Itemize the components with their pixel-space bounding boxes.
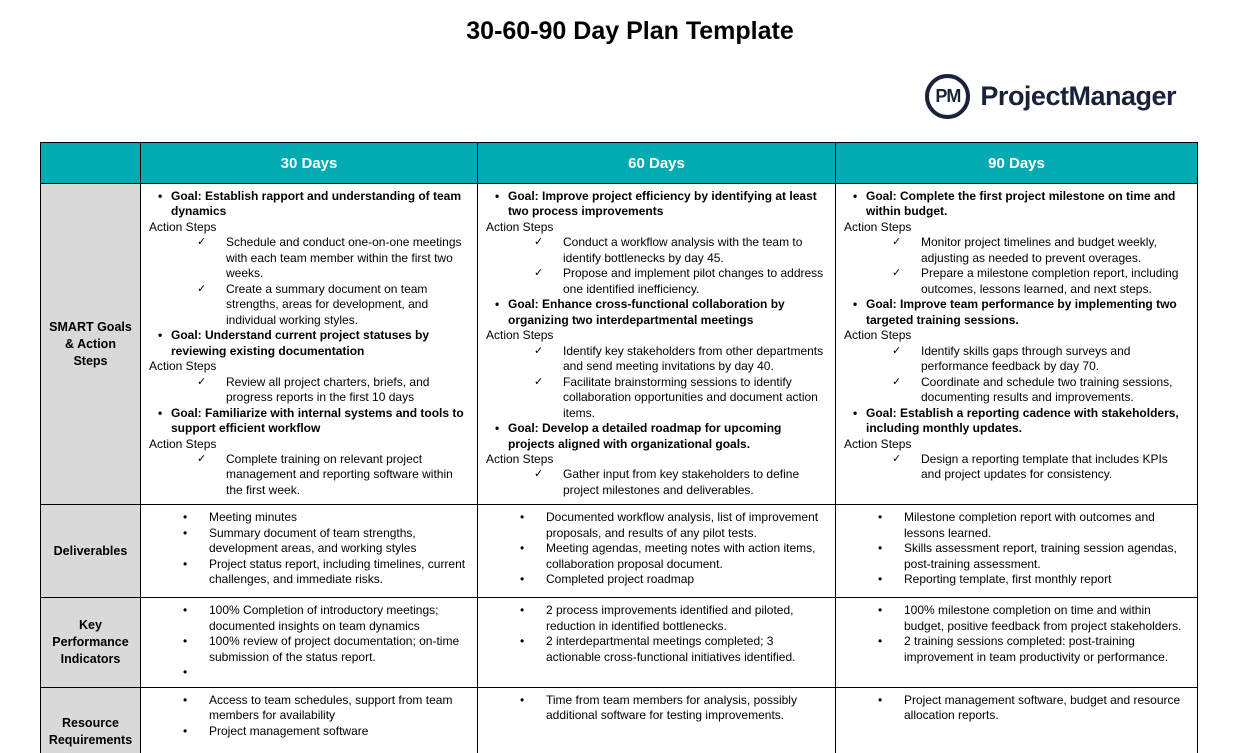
list-item xyxy=(149,693,469,724)
action-step-text: Schedule and conduct one-on-one meetings with each team member within the first two weeks. xyxy=(226,235,462,281)
table-body xyxy=(41,184,1198,753)
list-item-text: 100% review of project documentation; on-time submission of the status report. xyxy=(209,634,460,664)
list-item xyxy=(149,510,469,525)
checkmark-icon: ✓ xyxy=(892,344,902,357)
goal-text: Goal: Enhance cross-functional collaboration by organizing two interdepartmental meetings xyxy=(508,297,785,327)
action-step-text: Prepare a milestone completion report, including outcomes, lessons learned, and next steps. xyxy=(921,266,1179,296)
checkmark-icon: ✓ xyxy=(892,236,902,249)
plan-cell xyxy=(478,687,836,753)
list-item-text: Project management software, budget and resource allocation reports. xyxy=(904,692,1181,723)
bullet-icon: • xyxy=(520,572,525,587)
action-steps-label: Action Steps xyxy=(486,219,554,234)
header-60-days: 60 Days xyxy=(478,143,836,184)
action-step-item xyxy=(149,235,469,281)
action-step-item xyxy=(149,452,469,498)
checkmark-icon: ✓ xyxy=(534,267,544,280)
bullet-icon: • xyxy=(183,692,188,707)
action-steps-label: Action Steps xyxy=(844,219,912,234)
action-step-item xyxy=(486,467,827,498)
goal-text: Goal: Develop a detailed roadmap for upcoming projects aligned with organizational goals. xyxy=(508,421,782,451)
bullet-icon: • xyxy=(853,189,858,203)
bullet-icon: • xyxy=(878,692,883,707)
action-step-item xyxy=(486,344,827,375)
action-step-item xyxy=(149,282,469,328)
bullet-icon: • xyxy=(520,603,525,618)
checkmark-icon: ✓ xyxy=(197,282,207,295)
action-step-text: Conduct a workflow analysis with the team to identify bottlenecks by day 45. xyxy=(563,235,803,265)
action-step-text: Create a summary document on team strengths, areas for development, and individual working styles. xyxy=(226,281,429,327)
action-step-item xyxy=(844,266,1189,297)
list-item xyxy=(844,572,1189,587)
table-row xyxy=(41,505,1198,598)
bullet-icon: • xyxy=(878,634,883,649)
goal-text: Goal: Improve team performance by implementing two targeted training sessions. xyxy=(866,297,1177,327)
checkmark-icon: ✓ xyxy=(892,267,902,280)
plan-cell xyxy=(141,505,478,598)
goal-item xyxy=(486,421,827,452)
header-blank-cell xyxy=(41,143,141,184)
goal-text: Goal: Improve project efficiency by identifying at least two process improvements xyxy=(508,189,817,219)
action-step-text: Facilitate brainstorming sessions to identify collaboration opportunities and document action items. xyxy=(563,374,818,420)
list-item-text: 100% milestone completion on time and within budget, positive feedback from project stakeholders. xyxy=(904,603,1182,633)
bullet-icon: • xyxy=(520,692,525,707)
bullet-icon: • xyxy=(853,297,858,312)
plan-cell xyxy=(836,687,1198,753)
action-step-item xyxy=(844,375,1189,406)
action-steps-label: Action Steps xyxy=(486,451,554,466)
bullet-icon: • xyxy=(158,189,163,203)
header-90-days: 90 Days xyxy=(836,143,1198,184)
goal-item xyxy=(486,297,827,328)
bullet-icon: • xyxy=(853,405,858,420)
action-step-item xyxy=(486,235,827,266)
plan-cell xyxy=(478,598,836,687)
action-step-text: Review all project charters, briefs, and progress reports in the first 10 days xyxy=(226,374,430,405)
bullet-icon: • xyxy=(183,510,188,525)
bullet-icon: • xyxy=(158,328,163,343)
bullet-icon: • xyxy=(878,572,883,587)
table-row xyxy=(41,687,1198,753)
action-steps-label: Action Steps xyxy=(844,328,912,343)
table-row xyxy=(41,598,1198,687)
checkmark-icon: ✓ xyxy=(197,452,207,465)
goal-item xyxy=(486,189,827,220)
action-step-text: Design a reporting template that includes KPIs and project updates for consistency. xyxy=(921,451,1168,482)
list-item-text: Summary document of team strengths, development areas, and working styles xyxy=(209,525,417,556)
plan-cell xyxy=(836,598,1198,687)
checkmark-icon: ✓ xyxy=(197,375,207,388)
action-steps-label: Action Steps xyxy=(149,436,217,451)
action-step-item xyxy=(844,452,1189,483)
pm-monogram-icon: PM xyxy=(925,74,970,119)
list-item xyxy=(486,510,827,541)
checkmark-icon: ✓ xyxy=(534,375,544,388)
action-step-text: Monitor project timelines and budget weekly, adjusting as needed to prevent overages. xyxy=(921,235,1157,265)
list-item xyxy=(149,724,469,739)
list-item-text: Access to team schedules, support from team members for availability xyxy=(209,692,453,723)
plan-cell xyxy=(836,505,1198,598)
action-steps-label: Action Steps xyxy=(149,359,217,374)
action-step-text: Coordinate and schedule two training sessions, documenting results and improvements. xyxy=(921,374,1173,405)
goal-text: Goal: Familiarize with internal systems and tools to support efficient workflow xyxy=(171,405,464,436)
bullet-icon: • xyxy=(520,541,525,556)
checkmark-icon: ✓ xyxy=(892,452,902,465)
logo-wordmark: ProjectManager xyxy=(980,81,1176,111)
action-steps-label: Action Steps xyxy=(149,219,217,234)
list-item-text: Milestone completion report with outcomes and lessons learned. xyxy=(904,510,1155,540)
list-item-text: Documented workflow analysis, list of improvement proposals, and results of any pilot tests. xyxy=(546,510,819,540)
list-item-text: Project status report, including timelines, current challenges, and immediate risks. xyxy=(209,556,466,587)
list-item xyxy=(844,510,1189,541)
goal-item xyxy=(844,297,1189,328)
checkmark-icon: ✓ xyxy=(197,236,207,249)
plan-cell xyxy=(836,184,1198,505)
checkmark-icon: ✓ xyxy=(534,468,544,481)
list-item-text: 2 training sessions completed: post-training improvement in team productivity or performance. xyxy=(904,634,1169,664)
bullet-icon: • xyxy=(878,541,883,556)
projectmanager-logo xyxy=(925,74,1176,119)
list-item xyxy=(844,634,1189,665)
list-item xyxy=(486,572,827,587)
list-item xyxy=(149,526,469,557)
plan-cell xyxy=(141,184,478,505)
page-title: 30-60-90 Day Plan Template xyxy=(466,17,794,45)
checkmark-icon: ✓ xyxy=(534,236,544,249)
list-item-text: Skills assessment report, training session agendas, post-training assessment. xyxy=(904,541,1177,571)
list-item xyxy=(149,557,469,588)
row-label-deliverables: Deliverables xyxy=(41,505,141,598)
goal-text: Goal: Establish rapport and understanding of team dynamics xyxy=(171,189,462,219)
table-row xyxy=(41,184,1198,505)
bullet-icon: • xyxy=(183,665,188,680)
checkmark-icon: ✓ xyxy=(534,344,544,357)
bullet-icon: • xyxy=(878,603,883,618)
bullet-icon: • xyxy=(520,510,525,525)
action-step-text: Identify skills gaps through surveys and performance feedback by day 70. xyxy=(921,343,1131,374)
action-step-item xyxy=(844,344,1189,375)
goal-item xyxy=(149,328,469,359)
table-header xyxy=(41,143,1198,184)
list-item xyxy=(149,634,469,665)
plan-cell xyxy=(478,184,836,505)
goal-item xyxy=(844,189,1189,220)
goal-text: Goal: Complete the first project milestone on time and within budget. xyxy=(866,189,1176,219)
action-step-item xyxy=(486,375,827,421)
bullet-icon: • xyxy=(183,525,188,540)
action-steps-label: Action Steps xyxy=(844,436,912,451)
list-item-text: Project management software xyxy=(209,723,369,738)
list-item-text: Meeting minutes xyxy=(209,510,298,525)
bullet-icon: • xyxy=(183,603,188,618)
plan-cell xyxy=(141,598,478,687)
list-item-text: Meeting agendas, meeting notes with action items, collaboration proposal document. xyxy=(546,541,816,571)
list-item-text: Completed project roadmap xyxy=(546,572,695,587)
bullet-icon: • xyxy=(183,556,188,571)
list-item-text: 2 interdepartmental meetings completed; 3 actionable cross-functional initiatives identified. xyxy=(546,634,796,664)
list-item xyxy=(844,541,1189,572)
list-item xyxy=(149,665,469,680)
plan-cell xyxy=(478,505,836,598)
row-label-resource-requirements: Resource Requirements xyxy=(41,687,141,753)
bullet-icon: • xyxy=(495,189,500,203)
list-item xyxy=(486,693,827,724)
list-item-text: 100% Completion of introductory meetings; documented insights on team dynamics xyxy=(209,603,439,633)
header-row xyxy=(41,143,1198,184)
action-step-item xyxy=(844,235,1189,266)
list-item xyxy=(844,603,1189,634)
action-step-text: Propose and implement pilot changes to address one identified inefficiency. xyxy=(563,266,824,296)
bullet-icon: • xyxy=(158,405,163,420)
action-step-item xyxy=(486,266,827,297)
bullet-icon: • xyxy=(878,510,883,525)
goal-text: Goal: Understand current project statuses by reviewing existing documentation xyxy=(171,328,430,358)
action-step-text: Gather input from key stakeholders to define project milestones and deliverables. xyxy=(563,467,800,497)
goal-item xyxy=(844,406,1189,437)
plan-table xyxy=(40,142,1198,753)
bullet-icon: • xyxy=(495,297,500,312)
goal-text: Goal: Establish a reporting cadence with stakeholders, including monthly updates. xyxy=(866,405,1179,436)
list-item-text: 2 process improvements identified and piloted, reduction in identified bottlenecks. xyxy=(546,603,794,633)
action-steps-label: Action Steps xyxy=(486,328,554,343)
goal-item xyxy=(149,406,469,437)
header-30-days: 30 Days xyxy=(141,143,478,184)
bullet-icon: • xyxy=(183,634,188,649)
checkmark-icon: ✓ xyxy=(892,375,902,388)
list-item xyxy=(486,603,827,634)
plan-cell xyxy=(141,687,478,753)
list-item xyxy=(149,603,469,634)
action-step-item xyxy=(149,375,469,406)
bullet-icon: • xyxy=(183,723,188,738)
list-item xyxy=(486,541,827,572)
row-label-smart-goals-action-steps: SMART Goals & Action Steps xyxy=(41,184,141,505)
bullet-icon: • xyxy=(520,634,525,649)
row-label-key-performance-indicators: Key Performance Indicators xyxy=(41,598,141,687)
list-item-text: Time from team members for analysis, possibly additional software for testing improvements. xyxy=(546,692,797,723)
goal-item xyxy=(149,189,469,220)
list-item xyxy=(844,693,1189,724)
action-step-text: Identify key stakeholders from other departments and send meeting invitations by day 40. xyxy=(563,343,824,374)
action-step-text: Complete training on relevant project management and reporting software within the first week. xyxy=(226,451,453,497)
list-item xyxy=(486,634,827,665)
bullet-icon: • xyxy=(495,421,500,436)
list-item-text: Reporting template, first monthly report xyxy=(904,572,1112,587)
